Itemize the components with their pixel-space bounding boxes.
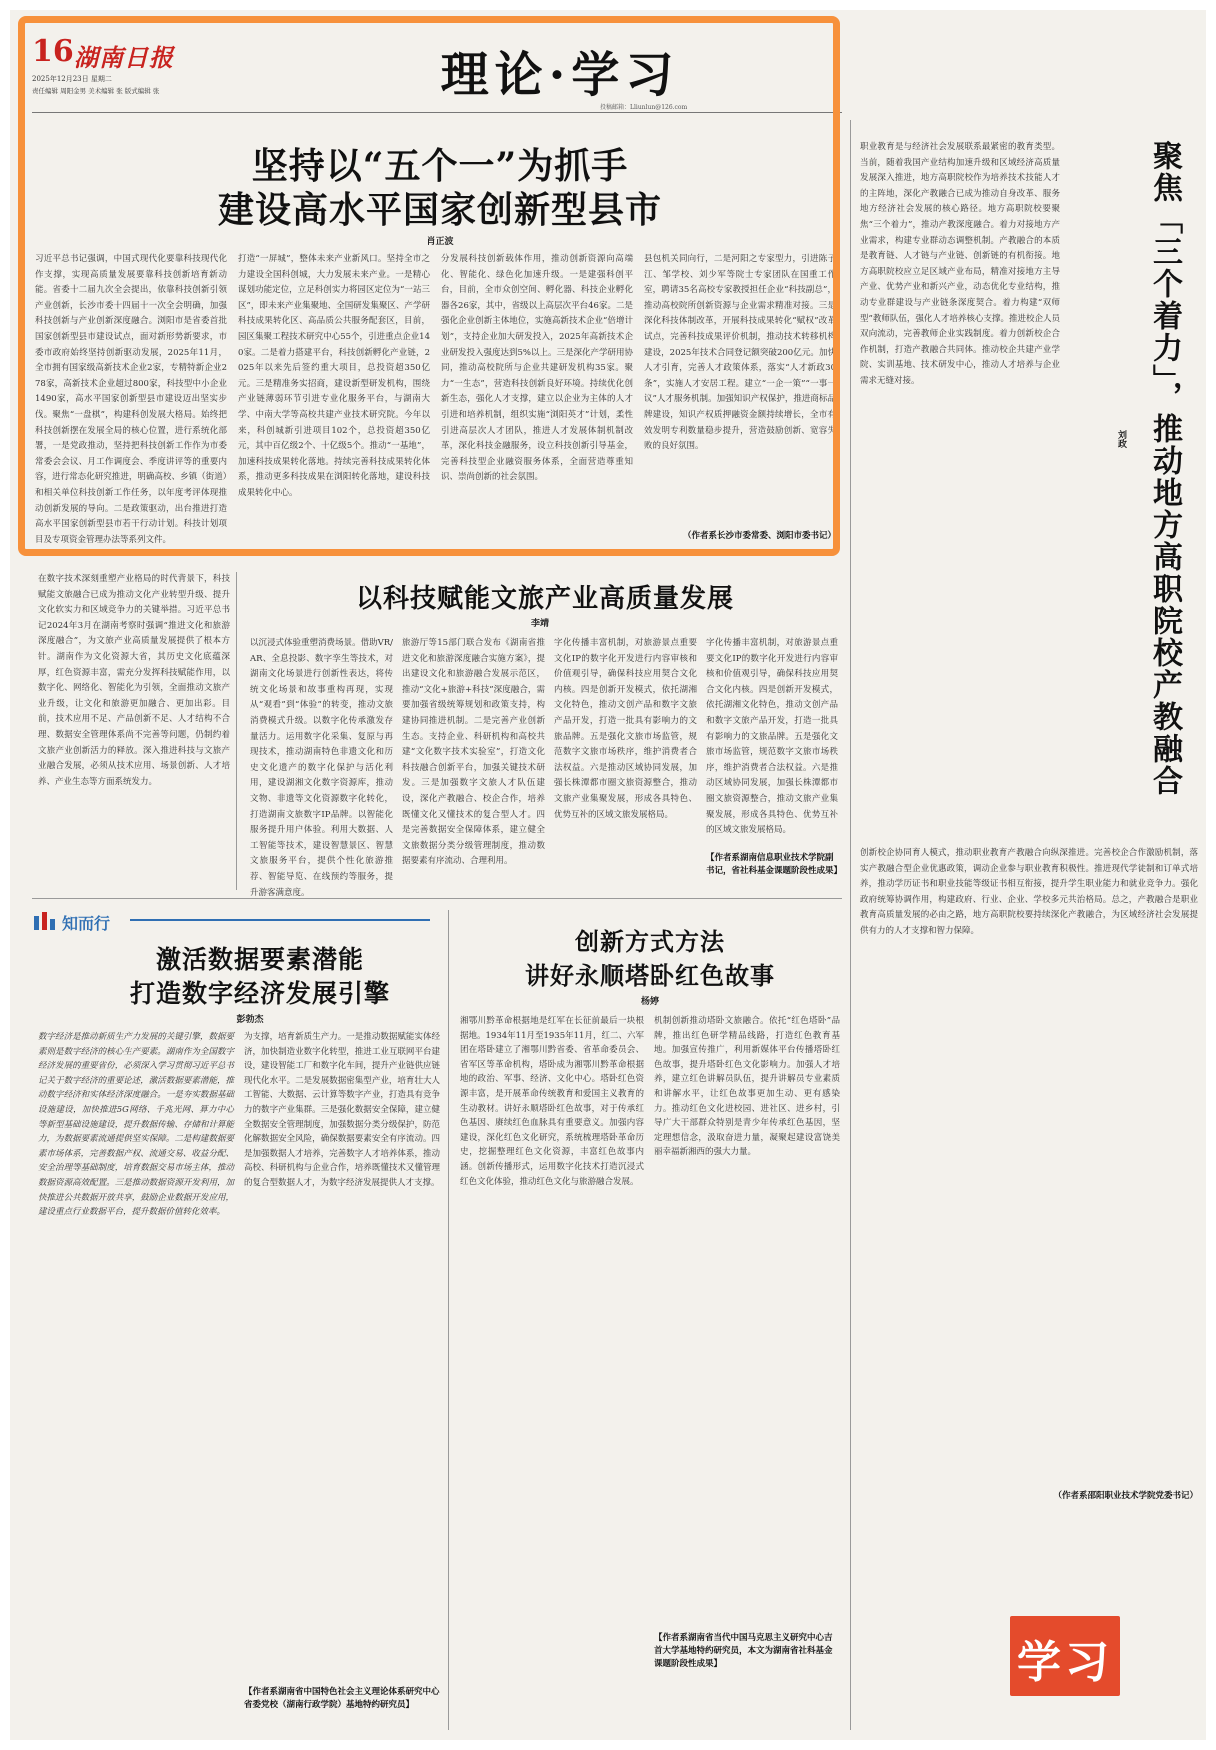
column-label-text: 知而行 <box>62 914 111 933</box>
sidebar-author: 刘政 <box>1116 430 1126 448</box>
article4-column-1: 湘鄂川黔革命根据地是红军在长征前最后一块根据地。1934年11月至1935年11月，红二、六军团在塔卧建立了湘鄂川黔省委、省革命委员会、省军区等革命机构，塔卧成为湘鄂川黔革命根据地的政治、军事、经济、文化中心。塔卧红色资源丰富，是开展革命传统教育和爱国主义教育的生动教材。讲好永顺塔卧红色故事，对于传承红色基因、赓续红色血脉具有重要意义。加强内容建设，深化红色文化研究，系统梳理塔卧革命历史，挖掘整理红色文化资源，丰富红色故事内涵。创新传播形式，运用数字化技术打造沉浸式红色文化体验，推动红色文化与旅游融合发展。 <box>460 1016 644 1187</box>
sidebar-divider <box>850 120 851 1730</box>
article2-column-5: 字化传播丰富机制，对旅游景点重要文化IP的数字化开发进行内容审核和价值观引导，确保科技应用契合文化内核。四是创新开发模式，依托湖湘文化特色，推动文创产品和数字文旅产品开发，打造一批具有影响力的文旅品牌。五是强化文旅市场监管，规范数字文旅市场秩序，维护消费者合法权益。六是推动区域协同发展，加强长株潭都市圈文旅资源整合，推动文旅产业集聚发展，形成各具特色、优势互补的区域文旅发展格局。 <box>706 638 838 836</box>
article4-title-line2: 讲好永顺塔卧红色故事 <box>525 961 775 990</box>
sidebar-title: 聚焦「三个着力」，推动地方高职院校产教融合 <box>1147 140 1182 797</box>
article2-divider <box>236 572 237 890</box>
study-stamp <box>1010 1616 1120 1696</box>
column-label-rule <box>130 919 430 921</box>
article2-title: 以科技赋能文旅产业高质量发展 <box>355 584 734 614</box>
newspaper-page <box>10 10 1206 1740</box>
page-number: 16 <box>32 34 74 69</box>
article3-column-2: 为支撑，培育新质生产力。一是推动数据赋能实体经济，加快制造业数字化转型，推进工业互联网平台建设，建设智能工厂和数字化车间，提升产业链供应链现代化水平。二是发展数据密集型产业，培育壮大人工智能、大数据、云计算等数字产业，打造具有竞争力的数字产业集群。三是强化数据安全保障，建立健全数据安全管理制度，加强数据分类分级保护，防范化解数据安全风险，确保数据要素安全有序流动。四是加强数据人才培养，完善数字人才培养体系，推动高校、科研机构与企业合作，培养既懂技术又懂管理的复合型数据人才，为数字经济发展提供人才支撑。 <box>244 1032 440 1188</box>
article2-lead-column: 在数字技术深刻重塑产业格局的时代背景下，科技赋能文旅融合已成为推动文化产业转型升级、提升文化软实力和区域竞争力的关键举措。习近平总书记2024年3月在湖南考察时强调“推进文化和旅游深度融合”，为文旅产业高质量发展提供了根本方针。湖南作为文化资源大省，其历史文化底蕴深厚，红色资源丰富，需充分发挥科技赋能作用，以数字化、网络化、智能化为引领，全面推动文旅产业升级，让文化和旅游更加融合、更加出彩。目前，技术应用不足、产品创新不足、人才结构不合理、数据安全管理体系尚不完善等问题，仍制约着文旅产业创新活力的释放。深入推进科技与文旅产业融合发展，必须从技术应用、场景创新、人才培养、产业生态等方面系统发力。 <box>38 574 230 787</box>
article3-column-1: 数字经济是推动新质生产力发展的关键引擎，数据要素则是数字经济的核心生产要素。湖南作为全国数字经济发展的重要省份，必须深入学习贯彻习近平总书记关于数字经济的重要论述，激活数据要素潜能，推动数字经济和实体经济深度融合。一是夯实数据基础设施建设，加快推进5G网络、千兆光网、算力中心等新型基础设施建设，提升数据传输、存储和计算能力，为数据要素流通提供坚实保障。二是构建数据要素市场体系，完善数据产权、流通交易、收益分配、安全治理等基础制度，培育数据交易市场主体，推动数据资源高效配置。三是推动数据资源开发利用，加快推进公共数据开放共享，鼓励企业数据开发应用，建设重点行业数据平台，提升数据价值转化效率。 <box>38 1032 234 1218</box>
sidebar-column-2: 创新校企协同育人模式，推动职业教育产教融合向纵深推进。完善校企合作激励机制，落实产教融合型企业优惠政策，调动企业参与职业教育积极性。推进现代学徒制和订单式培养，推动学历证书和职业技能等级证书相互衔接，提升学生职业能力和就业竞争力。强化政府统筹协调作用，构建政府、行业、企业、学校多元共治格局。总之，产教融合是职业教育高质量发展的必由之路，地方高职院校要持续深化产教融合，为区域经济社会发展提供有力的人才支撑和智力保障。 <box>860 848 1198 936</box>
article3-signature: 【作者系湖南省中国特色社会主义理论体系研究中心省委党校（湖南行政学院）基地特约研究员】 <box>244 1687 440 1710</box>
email-line: 投稿邮箱：Lliunlun@126.com <box>600 104 688 111</box>
lower-divider <box>448 910 449 1730</box>
article3-title-line2: 打造数字经济发展引擎 <box>129 979 390 1008</box>
study-stamp-text: 学习 <box>1017 1637 1113 1688</box>
paper-logo: 湖南日报 <box>74 43 174 72</box>
sidebar-column-1: 职业教育是与经济社会发展联系最紧密的教育类型。当前，随着我国产业结构加速升级和区域经济高质量发展深入推进，地方高职院校作为培养技术技能人才的主阵地，深化产教融合已成为推动自身改革、服务地方经济社会发展的核心路径。地方高职院校要聚焦“三个着力”，推动产教深度融合。着力对接地方产业需求，构建专业群动态调整机制。产教融合的本质是教育链、人才链与产业链、创新链的有机衔接。地方高职院校应立足区域产业布局，精准对接地方主导产业、优势产业和新兴产业，动态优化专业结构，推动专业群建设与产业链条深度契合。着力构建“双师型”教师队伍，强化人才培养核心支撑。推进校企人员双向流动，完善教师企业实践制度。着力创新校企合作机制，打造产教融合共同体。推动校企共建产业学院、实训基地、技术研发中心，推动人才培养与企业需求无缝对接。 <box>860 142 1060 386</box>
article2-signature: 【作者系湖南信息职业技术学院副书记，省社科基金课题阶段性成果】 <box>706 853 843 876</box>
article1-title-line2: 建设高水平国家创新型县市 <box>217 189 662 231</box>
article1-signature: （作者系长沙市委常委、浏阳市委书记） <box>682 531 836 541</box>
article1-title-line1: 坚持以“五个一”为抓手 <box>251 145 629 187</box>
article2-column-2: 以沉浸式体验重塑消费场景。借助VR/AR、全息投影、数字孪生等技术，对湖南文化场景进行创新性表达，将传统文化场景和故事重构再现，实现从“观看”到“体验”的转变，推动文旅消费模式升级。以数字化传承激发存量活力。运用数字化采集、复原与再现技术，推动湖南特色非遗文化和历史文化遗产的数字化保护与活化利用，建设湖湘文化数字资源库，推动文物、非遗等文化资源数字化转化，打造湖南文旅数字IP品牌。以智能化服务提升用户体验。利用大数据、人工智能等技术，建设智慧景区、智慧文旅服务平台，提供个性化旅游推荐、智能导览、在线预约等服务，提升游客满意度。 <box>250 638 393 898</box>
article2-column-3: 旅游厅等15部门联合发布《湖南省推进文化和旅游深度融合实施方案》，提出建设文化和旅游融合发展示范区，推动“文化+旅游+科技”深度融合，需要加强省级统筹规划和政策支持，构建协同推进机制。二是完善产业创新生态。支持企业、科研机构和高校共建“文化数字技术实验室”，打造文化科技融合创新平台，加强关键技术研发。三是加强数字文旅人才队伍建设，深化产教融合、校企合作，培养既懂文化又懂技术的复合型人才。四是完善数据安全保障体系，建立健全文旅数据分类分级管理制度，推动数据要素有序流动、合理利用。 <box>402 638 545 867</box>
article4-signature: 【作者系湖南省当代中国马克思主义研究中心吉首大学基地特约研究员，本文为湖南省社科基金课题阶段性成果】 <box>654 1633 833 1669</box>
article3-author: 彭勃杰 <box>236 1015 264 1025</box>
column-label-icon <box>32 910 58 932</box>
article1-column-3: 分发展科技创新载体作用，推动创新资源向高端化、智能化、绿色化加速升级。一是建强科创平台，目前，全市众创空间、孵化器、科技企业孵化器各26家，其中，省级以上高层次平台46家。二是强化企业创新主体地位，实施高新技术企业“倍增计划”，支持企业加大研发投入，2025年高新技术企业研发投入强度达到5%以上。三是深化产学研用协同，推动高校院所与企业共建研发机构35家。聚力“一生态”，营造科技创新良好环境。持续优化创新生态，强化人才支撑，建立以企业为主体的人才引进和培养机制，组织实施“浏阳英才”计划，柔性引进高层次人才团队，推进人才发展体制机制改革，深化科技金融服务，设立科技创新引导基金，完善科技型企业融资服务体系，全面营造尊重知识、崇尚创新的社会氛围。 <box>441 254 633 483</box>
issue-date: 2025年12月23日 星期二 <box>32 75 112 83</box>
article3-title-line1: 激活数据要素潜能 <box>155 945 364 974</box>
article2-author: 李靖 <box>530 619 549 629</box>
mid-divider <box>32 898 842 899</box>
section-title: 理论·学习 <box>440 47 680 103</box>
article1-column-4: 县包机关同向行，二是河阳之专家型力，引进陈子江、邹学校、刘少军等院士专家团队在国重工作室，聘请35名高校专家教授担任企业“科技副总”，推动高校院所创新资源与企业需求精准对接。三是深化科技体制改革，开展科技成果转化“赋权”改革试点，完善科技成果评价机制，推动技术转移机构建设，2025年技术合同登记额突破200亿元。加快人才引育，完善人才政策体系，落实“人才新政30条”，实施人才安居工程。建立“一企一策”“一事一议”人才服务机制。加强知识产权保护，推进商标品牌建设，知识产权质押融资金额持续增长，全市有效发明专利数量稳步提升，营造鼓励创新、宽容失败的良好氛围。 <box>644 254 836 452</box>
sidebar-signature: （作者系邵阳职业技术学院党委书记） <box>1053 1491 1198 1501</box>
highlight-frame <box>18 16 840 556</box>
article1-author: 肖正波 <box>426 237 454 247</box>
article4-author: 杨婷 <box>640 997 659 1007</box>
article1-column-1: 习近平总书记强调，中国式现代化要靠科技现代化作支撑，实现高质量发展要靠科技创新培育新动能。省委十二届九次全会提出，依靠科技创新引领产业创新，长沙市委十四届十一次全会明确，加强科技创新与产业创新深度融合。浏阳市是省委首批国家创新型县市建设试点，面对新形势新要求，市委市政府始终坚持创新驱动发展，2025年11月，全市拥有国家级高新技术企业2家，专精特新企业278家，高新技术企业超过800家，科技型中小企业1490家，高水平国家创新型县市建设迈出坚实步伐。聚焦“一盘棋”，构建科创发展大格局。始终把科技创新摆在发展全局的核心位置，进行系统化部署，一是党政推动，坚持把科技创新工作作为市委常委会会议、月工作调度会、季度讲评等的重要内容，进行常态化研究推进，明确高校、乡镇（街道）和相关单位科技创新工作任务，以年度考评体现推动创新发展的导向。二是政策驱动，出台推进打造高水平国家创新型县市若干行动计划。科技计划项目及专项资金管理办法等系列文件。 <box>35 254 227 545</box>
editors-line: 责任编辑 周阳金男 美术编辑 张 版式编辑 张 <box>32 87 160 95</box>
article2-column-4: 字化传播丰富机制，对旅游景点重要文化IP的数字化开发进行内容审核和价值观引导，确保科技应用契合文化内核。四是创新开发模式，依托湖湘文化特色，推动文创产品和数字文旅产品开发，打造一批具有影响力的文旅品牌。五是强化文旅市场监管，规范数字文旅市场秩序，维护消费者合法权益。六是推动区域协同发展，加强长株潭都市圈文旅资源整合，推动文旅产业集聚发展，形成各具特色、优势互补的区域文旅发展格局。 <box>554 638 697 820</box>
column-label <box>32 910 122 934</box>
article4-title-line1: 创新方式方法 <box>575 927 725 956</box>
article4-column-2: 机制创新推动塔卧文旅融合。依托“红色塔卧”品牌，推出红色研学精品线路，打造红色教育基地。加强宣传推广，利用新媒体平台传播塔卧红色故事，提升塔卧红色文化影响力。加强人才培养，建立红色讲解员队伍，提升讲解员专业素质和讲解水平，让红色故事更加生动、更有感染力。推动红色文化进校园、进社区、进乡村，引导广大干部群众特别是青少年传承红色基因，坚定理想信念，汲取奋进力量，凝聚起建设富饶美丽幸福新湘西的强大力量。 <box>654 1016 840 1158</box>
article1-column-2: 打造“一屏城”，整体未来产业新风口。坚持全市之力建设全国科创城，大力发展未来产业。一是精心谋划功能定位，立足科创实力将园区定位为“一站三区”，即未来产业集聚地、全国研发集聚区、产学研科技成果转化区、高品质公共服务配套区，目前，园区集聚工程技术研究中心55个，引进重点企业140家。二是着力搭建平台，科技创新孵化产业链，2025年以来先后签约重大项目，总投资超350亿元。三是精准务实招商，建设新型研发机构，围绕产业链薄弱环节引进专业化服务平台，与湖南大学、中南大学等高校共建产业技术研究院。今年以来，科创城新引进项目102个，总投资超350亿元，其中百亿级2个、十亿级5个。推动“一基地”，加速科技成果转化落地。持续完善科技成果转化体系，推动更多科技成果在浏阳转化落地，建设科技成果转化中心。 <box>238 254 430 498</box>
